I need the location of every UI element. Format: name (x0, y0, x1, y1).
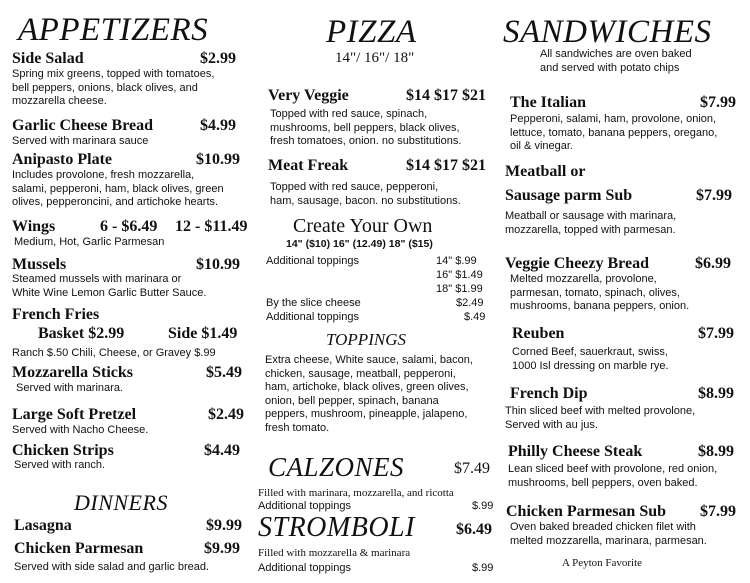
item-description: Served with ranch. (14, 459, 106, 471)
item-price-chicken-parmesan: $9.99 (204, 540, 240, 557)
create-add-16: 16" $1.49 (436, 269, 483, 281)
calzones-title: CALZONES (268, 452, 405, 482)
item-price: $2.99 (200, 50, 236, 67)
item-name: French Fries (12, 306, 100, 323)
item-name: Mussels (12, 256, 67, 273)
item-prices: $14 $17 $21 (406, 87, 486, 104)
item-name-chicken-parmesan: Chicken Parmesan (14, 540, 144, 557)
slice-price: $2.49 (456, 297, 484, 309)
item-name: Side Salad (12, 50, 84, 67)
item-price: $7.99 (700, 94, 736, 111)
item-description: Served with marinara. (16, 382, 123, 394)
item-name: Meat Freak (268, 157, 349, 174)
sandwiches-subtitle: All sandwiches are oven baked and served with potato chips (540, 48, 692, 74)
item-name-lasagna: Lasagna (14, 517, 72, 534)
create-sizes: 14" ($10) 16" (12.49) 18" ($15) (286, 238, 433, 250)
item-price-6: 6 - $6.49 (100, 218, 158, 235)
item-price: $10.99 (196, 256, 240, 273)
stromboli-price: $6.49 (456, 521, 492, 538)
item-price: $7.99 (698, 325, 734, 342)
item-description: Topped with red sauce, pepperoni, ham, sausage, bacon. no substitutions. (270, 181, 461, 207)
item-description: Lean sliced beef with provolone, red onion, mushrooms, bell peppers, oven baked. (508, 463, 718, 489)
item-price: $5.49 (206, 364, 242, 381)
calzones-price: $7.49 (454, 460, 490, 477)
item-description: Steamed mussels with marinara or White Wine Lemon Garlic Butter Sauce. (12, 273, 207, 299)
item-price: $10.99 (196, 151, 240, 168)
item-name-line1: Meatball or (505, 163, 586, 180)
stromboli-add-label: Additional toppings (258, 562, 351, 574)
item-name: Philly Cheese Steak (508, 443, 643, 460)
toppings-title: TOPPINGS (326, 330, 406, 349)
item-price-side: Side $1.49 (168, 325, 238, 342)
dinners-title: DINNERS (74, 490, 168, 515)
item-description: Served with marinara sauce (12, 135, 149, 147)
item-price: $8.99 (698, 443, 734, 460)
calzones-add-label: Additional toppings (258, 500, 351, 512)
sandwiches-title: SANDWICHES (503, 14, 712, 50)
item-description: Ranch $.50 Chili, Cheese, or Gravey $.99 (12, 347, 216, 359)
item-price-basket: Basket $2.99 (38, 325, 125, 342)
item-price: $2.49 (208, 406, 244, 423)
item-description: Includes provolone, fresh mozzarella, salami, pepperoni, ham, black olives, green olives, pepperoncini, and artichoke hearts. (12, 169, 224, 208)
calzones-add-price: $.99 (472, 500, 494, 512)
item-name: Veggie Cheezy Bread (505, 255, 649, 272)
slice-label: By the slice cheese (266, 297, 361, 309)
item-name: Mozzarella Sticks (12, 364, 134, 381)
item-name: Very Veggie (268, 87, 349, 104)
item-name: Garlic Cheese Bread (12, 117, 154, 134)
stromboli-title: STROMBOLI (258, 512, 415, 543)
pizza-sizes: 14"/ 16"/ 18" (335, 50, 415, 66)
item-name: Reuben (512, 325, 565, 342)
create-add-18: 18" $1.99 (436, 283, 483, 295)
stromboli-description: Filled with mozzarella & marinara (258, 547, 411, 559)
pizza-title: PIZZA (326, 14, 417, 50)
slice-add-price: $.49 (464, 311, 486, 323)
item-price: $4.49 (204, 442, 240, 459)
item-description: Corned Beef, sauerkraut, swiss, 1000 Isl dressing on marble rye. (512, 346, 669, 372)
item-price-12: 12 - $11.49 (175, 218, 248, 235)
item-description: Oven baked breaded chicken filet with melted mozzarella, marinara, parmesan. (510, 521, 707, 547)
item-prices: $14 $17 $21 (406, 157, 486, 174)
dinners-description: Served with side salad and garlic bread. (14, 561, 210, 573)
item-description: Pepperoni, salami, ham, provolone, onion, lettuce, tomato, banana peppers, oregano, oil & vinegar. (510, 113, 718, 152)
item-name: Wings (12, 218, 56, 235)
item-name-line2: Sausage parm Sub (505, 187, 633, 204)
item-description: Melted mozzarella, provolone, parmesan, tomato, spinach, olives, mushrooms, banana peppers, onion. (510, 273, 690, 312)
slice-add-label: Additional toppings (266, 311, 359, 323)
create-title: Create Your Own (293, 215, 433, 237)
item-description: Served with Nacho Cheese. (12, 424, 149, 436)
item-description: Medium, Hot, Garlic Parmesan (14, 236, 165, 248)
appetizers-title: APPETIZERS (18, 12, 209, 48)
item-name: Chicken Strips (12, 442, 114, 459)
create-add-14: 14" $.99 (436, 255, 477, 267)
item-description: Meatball or sausage with marinara, mozzarella, topped with parmesan. (505, 210, 677, 236)
item-name: The Italian (510, 94, 587, 111)
item-description: Spring mix greens, topped with tomatoes, bell peppers, onions, black olives, and mozzarella cheese. (12, 68, 215, 107)
item-description: Thin sliced beef with melted provolone, Served with au jus. (505, 405, 696, 431)
item-price-lasagna: $9.99 (206, 517, 242, 534)
item-price: $8.99 (698, 385, 734, 402)
footer-note: A Peyton Favorite (562, 557, 643, 569)
create-add-label: Additional toppings (266, 255, 359, 267)
item-price: $4.99 (200, 117, 236, 134)
item-price: $7.99 (700, 503, 736, 520)
item-name: French Dip (510, 385, 588, 402)
item-name: Chicken Parmesan Sub (506, 503, 667, 520)
item-price: $7.99 (696, 187, 732, 204)
toppings-list: Extra cheese, White sauce, salami, bacon, chicken, sausage, meatball, pepperoni, ham, artichoke, black olives, green olives, onion, bell pepper, spinach, banana peppers, mushroom, pineapple, jalapeno, fresh tomato. (265, 354, 473, 434)
item-name: Large Soft Pretzel (12, 406, 137, 423)
stromboli-add-price: $.99 (472, 562, 494, 574)
calzones-description: Filled with marinara, mozzarella, and ricotta (258, 487, 454, 499)
item-name: Anipasto Plate (12, 151, 112, 168)
item-description: Topped with red sauce, spinach, mushrooms, bell peppers, black olives, fresh tomatoes, onion. no substitutions. (270, 108, 462, 147)
item-price: $6.99 (695, 255, 731, 272)
